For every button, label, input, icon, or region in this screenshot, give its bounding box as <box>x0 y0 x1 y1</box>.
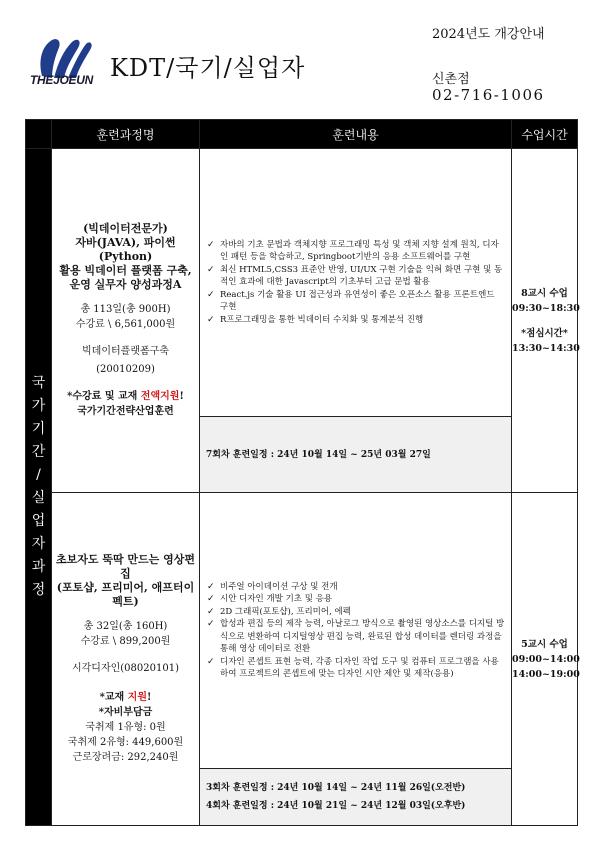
list-item: ✓ 2D 그래픽(포토샵), 프리미어, 에펙 <box>206 606 505 619</box>
training-period: 4회차 훈련일정 : 24년 10월 21일 ~ 24년 12월 03일(오후반) <box>206 801 466 811</box>
side-char: 가 <box>31 398 46 414</box>
course-title-line: 활용 빅데이터 플랫폼 구축, <box>59 264 192 277</box>
support-suffix: ! <box>146 692 152 703</box>
course-title-line: 자바(JAVA), 파이썬(Python) <box>75 236 176 263</box>
list-item: ✓ 최신 HTML5,CSS3 표준안 반영, UI/UX 구현 기술을 익혀 화면 구현 및 동적인 효과에 대한 Javascript의 기초부터 고급 문법 활용 <box>206 264 505 289</box>
list-item: ✓ 자바의 기초 문법과 객체지향 프로그래밍 특성 및 객체 지향 설계 원칙, 디자인 패턴 등을 학습하고, Springboot기반의 응용 소프트웨어를 구현 <box>206 239 505 264</box>
self-pay-label: *자비부담금 <box>98 707 153 718</box>
course-name-cell <box>52 149 200 493</box>
column-header-course: 훈련과정명 <box>52 120 200 149</box>
page-title: KDT/국기/실업자 <box>110 54 306 82</box>
support-suffix: ! <box>179 391 184 402</box>
time-line: *점심시간* <box>521 327 568 339</box>
table-row <box>26 493 578 769</box>
course-code: (20010209) <box>96 364 155 375</box>
side-char: 실 <box>31 490 46 506</box>
side-char: 정 <box>31 582 46 598</box>
class-time-cell <box>512 149 578 493</box>
side-char: 업 <box>31 513 46 529</box>
course-title-line: 운영 실무자 양성과정A <box>69 278 182 291</box>
course-fee: 수강료 \ 899,200원 <box>80 636 171 647</box>
training-period-cell <box>200 417 512 493</box>
logo-text: THEJOEUN <box>30 73 93 87</box>
support-note <box>52 690 199 705</box>
pay-worker: 근로장려금: 292,240원 <box>72 752 179 763</box>
course-title-line: (빅데이터전문가) <box>83 222 168 235</box>
branch-name: 신촌점 <box>432 72 470 87</box>
list-item: ✓ 시안 디자인 개발 기초 및 응용 <box>206 593 505 606</box>
course-content-cell <box>200 493 512 769</box>
time-spacer <box>512 316 577 326</box>
list-item: ✓ R프로그래밍을 통한 빅데이터 수치화 및 통계분석 진행 <box>206 314 505 327</box>
course-fee: 수강료 \ 6,561,000원 <box>75 319 176 330</box>
time-line: 13:30~14:30 <box>512 342 580 354</box>
time-line: 5교시 수업 <box>521 638 568 650</box>
side-char: 간 <box>31 444 46 460</box>
side-char: 기 <box>31 421 46 437</box>
phone-number: 02-716-1006 <box>432 86 545 104</box>
time-line: 09:00~14:00 <box>512 653 580 665</box>
course-name-cell <box>52 493 200 826</box>
content-list <box>206 239 505 327</box>
training-period: 3회차 훈련일정 : 24년 10월 14일 ~ 24년 11월 26일(오전반) <box>206 783 466 793</box>
column-header-content: 훈련내용 <box>200 120 512 149</box>
list-item: ✓ 디자인 콘셉트 표현 능력, 각종 디자인 작업 도구 및 컴퓨터 프로그램을 사용하여 프로젝트의 콘셉트에 맞는 디자인 시안 제안 및 제작(응용) <box>206 656 505 681</box>
side-category-label <box>26 149 52 826</box>
class-time-cell <box>512 493 578 826</box>
content-list <box>206 581 505 681</box>
side-char: 국 <box>31 375 46 391</box>
support-note <box>52 389 199 404</box>
support-highlight: 전액지원 <box>140 391 180 402</box>
pay-type-2: 국취제 2유형: 449,600원 <box>67 737 184 748</box>
course-duration: 총 32일(총 160H) <box>83 621 168 632</box>
course-duration: 총 113일(총 900H) <box>80 304 171 315</box>
column-header-time: 수업시간 <box>512 120 578 149</box>
course-category: 빅데이터플랫폼구축 <box>82 346 169 357</box>
training-period-cell <box>200 769 512 826</box>
side-char: 과 <box>31 559 46 575</box>
program-type: 국가기간전략산업훈련 <box>77 406 174 417</box>
list-item: ✓ 합성과 편집 등의 제작 능력, 아날로그 방식으로 촬영된 영상소스를 디지털 방식으로 변환하여 디지털영상 편집 능력, 완료된 합성 데이터를 렌더링 과정을 통해 영상 데이터로 전환 <box>206 618 505 656</box>
list-item: ✓ React.js 기술 활용 UI 접근성과 유연성이 좋은 오픈소스 활용 프론트엔드 구현 <box>206 289 505 314</box>
support-prefix: *수강료 및 교재 <box>67 391 141 402</box>
course-schedule-table <box>25 119 578 826</box>
table-header-row <box>26 120 578 149</box>
time-line: 8교시 수업 <box>521 287 568 299</box>
course-category: 시각디자인(08020101) <box>71 663 179 674</box>
header-blank <box>26 120 52 149</box>
side-char: 자 <box>31 536 46 552</box>
support-highlight: 지원 <box>127 692 147 703</box>
side-char: / <box>36 467 41 483</box>
course-title-line: 초보자도 뚝딱 만드는 영상편집 <box>56 553 195 580</box>
time-line: 09:30~18:30 <box>512 302 580 314</box>
training-period: 7회차 훈련일정 : 24년 10월 14일 ~ 25년 03월 27일 <box>206 449 431 460</box>
pay-type-1: 국취제 1유형: 0원 <box>85 722 166 733</box>
support-prefix: *교재 <box>99 692 128 703</box>
course-title-line: (포토샵, 프리미어, 애프터이펙트) <box>56 581 195 608</box>
notice-label: 2024년도 개강안내 <box>432 27 545 42</box>
time-line: 14:00~19:00 <box>512 668 580 680</box>
list-item: ✓ 비주얼 아이데이션 구상 및 전개 <box>206 581 505 594</box>
table-row <box>26 149 578 417</box>
course-content-cell <box>200 149 512 417</box>
